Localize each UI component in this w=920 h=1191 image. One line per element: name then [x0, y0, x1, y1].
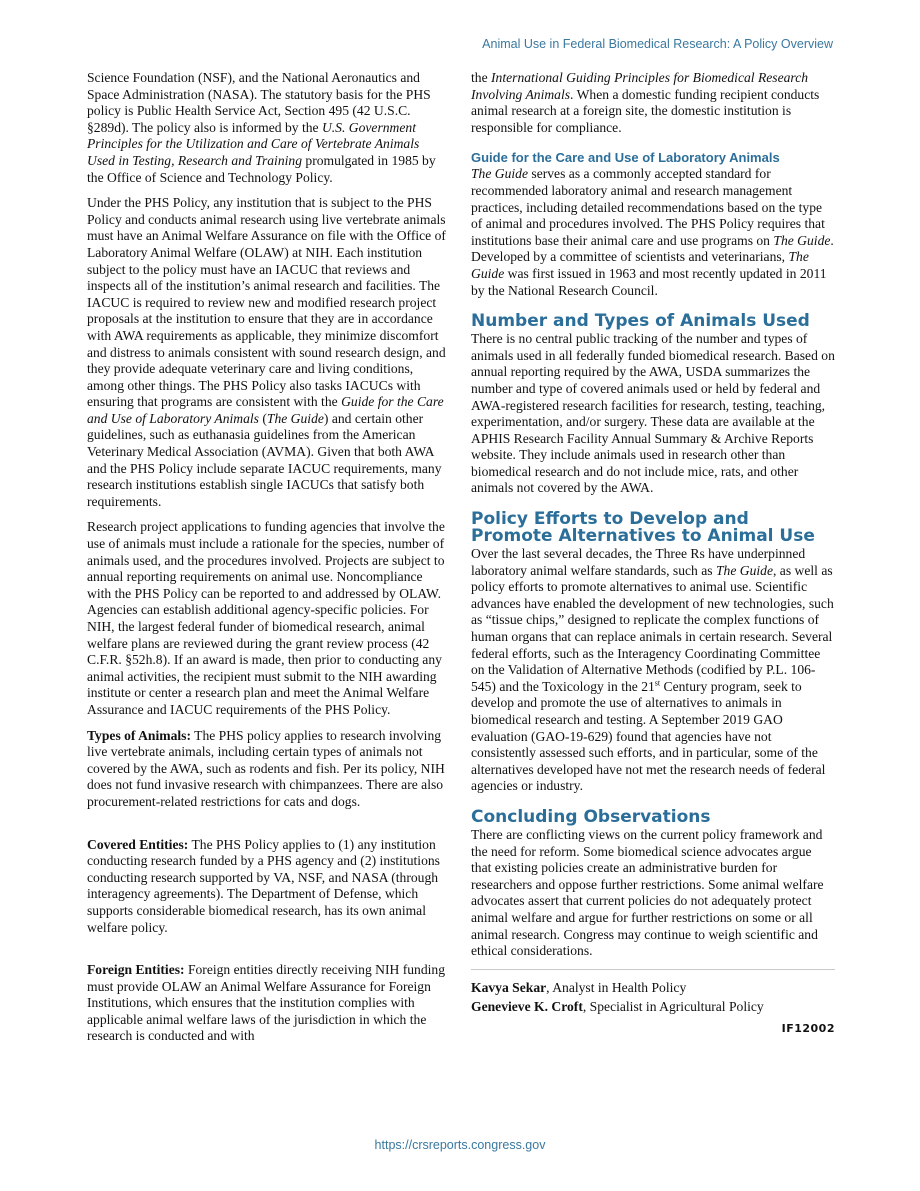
- paragraph: There is no central public tracking of the number and types of animals used in all federally funded biomedical research. Based on annual reporting required by the AWA, USDA summarizes the number and type of covered animals used or held by federal and AWA-registered research facilities for research, testing, teaching, experimentation, and/or surgery. These data are available at the APHIS Research Facility Annual Summary & Archive Reports website. They include animals used in research other than biomedical research and do not include mice, rats, and other animals not covered by the AWA.: [471, 331, 835, 496]
- types-of-animals-paragraph: Types of Animals: The PHS policy applies to research involving live vertebrate animals, including certain types of animals not covered by the AWA, such as rodents and fish. Per its policy, NIH does not fund invasive research with chimpanzees. There are also procurement-related restrictions for cats and dogs.: [87, 727, 445, 809]
- run-in-label: Types of Animals:: [87, 727, 191, 743]
- run-in-label: Foreign Entities:: [87, 962, 185, 978]
- run-in-label: Covered Entities:: [87, 836, 189, 852]
- covered-entities-paragraph: Covered Entities: The PHS Policy applies to (1) any institution conducting research funded by a PHS agency and (2) institutions conducting research supported by VA, NSF, and NASA (through interagency agreements). The Department of Defense, which supports considerable biomedical research, has its own animal welfare policy.: [87, 836, 440, 935]
- paragraph: the International Guiding Principles for Biomedical Research Involving Animals. When a domestic funding recipient conducts animal research at a foreign site, the domestic institution is responsible for compliance.: [471, 70, 820, 135]
- section-heading-alternatives: Policy Efforts to Develop and Promote Alternatives to Animal Use: [471, 509, 815, 547]
- guide-subheading: Guide for the Care and Use of Laboratory Animals: [471, 150, 780, 166]
- section-heading-number-types: Number and Types of Animals Used: [471, 311, 810, 332]
- author-divider: [471, 969, 835, 970]
- report-id: IF12002: [781, 1021, 835, 1035]
- author-line: Genevieve K. Croft, Specialist in Agricultural Policy: [471, 998, 764, 1014]
- author-line: Kavya Sekar, Analyst in Health Policy: [471, 979, 687, 995]
- right-column: [471, 70, 835, 1037]
- paragraph: There are conflicting views on the current policy framework and the need for reform. Some biomedical science advocates argue that existing policies create an administrative burden for researchers and oppose further restrictions. Some animal welfare advocates assert that current policies do not adequately protect animal welfare and argue for further restrictions on some or all animal research. Congress may continue to weigh scientific and ethical considerations.: [471, 826, 824, 959]
- foreign-entities-paragraph: Foreign Entities: Foreign entities directly receiving NIH funding must provide OLAW an Animal Welfare Assurance for Foreign Institutions, which ensures that the institution complies with applicable animal welfare laws of the jurisdiction in which the research is conducted and with: [87, 962, 446, 1044]
- running-header: Animal Use in Federal Biomedical Research: A Policy Overview: [482, 37, 833, 51]
- paragraph: Under the PHS Policy, any institution that is subject to the PHS Policy and conducts animal research using live vertebrate animals must have an Animal Welfare Assurance on file with the Office of Laboratory Animal Welfare (OLAW) at NIH. Each institution subject to the policy must have an IACUC that reviews and inspects all of the institution’s animal research and facilities. The IACUC is required to review new and modified research project proposals at the institution to ensure that they are in accordance with AWA requirements as applicable, they minimize discomfort and distress to animals consistent with sound research design, and they provide adequate veterinary care and living conditions, among other things. The PHS Policy also tasks IACUCs with ensuring that programs are consistent with the Guide for the Care and Use of Laboratory Animals (The Guide) and certain other guidelines, such as euthanasia guidelines from the American Veterinary Medical Association (AVMA). Given that both AWA and the PHS Policy include separate IACUC requirements, many research institutions establish single IACUCs that satisfy both requirements.: [87, 195, 446, 509]
- paragraph: The Guide serves as a commonly accepted standard for recommended laboratory animal and research management practices, including detailed recommendations based on the type of animal and procedures involved. The PHS Policy requires that institutions base their animal care and use programs on The Guide. Developed by a committee of scientists and veterinarians, The Guide was first issued in 1963 and most recently updated in 2011 by the National Research Council.: [471, 166, 834, 298]
- paragraph: Research project applications to funding agencies that involve the use of animals must include a rationale for the species, number of animals used, and the procedures involved. Projects are subject to annual reporting requirements on animal use. Noncompliance with the PHS Policy can be reported to and addressed by OLAW. Agencies can establish additional agency-specific policies. For NIH, the largest federal funder of biomedical research, animal welfare plans are reviewed during the grant review process (42 C.F.R. §52h.8). If an award is made, then prior to conducting any animal activities, the recipient must submit to the NIH awarding institute or center a research plan and meet the Animal Welfare Assurance and IACUC requirements of the PHS Policy.: [87, 519, 445, 717]
- left-column: [87, 70, 447, 1054]
- section-heading-concluding: Concluding Observations: [471, 806, 711, 827]
- footer-url-link[interactable]: https://crsreports.congress.gov: [374, 1138, 546, 1152]
- paragraph: Over the last several decades, the Three Rs have underpinned laboratory animal welfare standards, such as The Guide, as well as policy efforts to promote alternatives to animal use. Scientific advances have enabled the development of new technologies, such as “tissue chips,” designed to replicate the complex functions of human organs that can replace animals in certain research. Several federal efforts, such as the Interagency Coordinating Committee on the Validation of Alternative Methods (codified by P.L. 106-545) and the Toxicology in the 21st Century program, seek to develop and promote the use of alternatives to animals in biomedical research and testing. A September 2019 GAO evaluation (GAO-19-629) found that agencies have not consistently assessed such efforts, and in particular, some of the alternatives developed have not met the research needs of federal agencies or industry.: [471, 546, 834, 794]
- paragraph: Science Foundation (NSF), and the National Aeronautics and Space Administration (NASA). The statutory basis for the PHS policy is Public Health Service Act, Section 495 (42 U.S.C. §289d). The policy also is informed by the U.S. Government Principles for the Utilization and Care of Vertebrate Animals Used in Testing, Research and Training promulgated in 1985 by the Office of Science and Technology Policy.: [87, 70, 436, 185]
